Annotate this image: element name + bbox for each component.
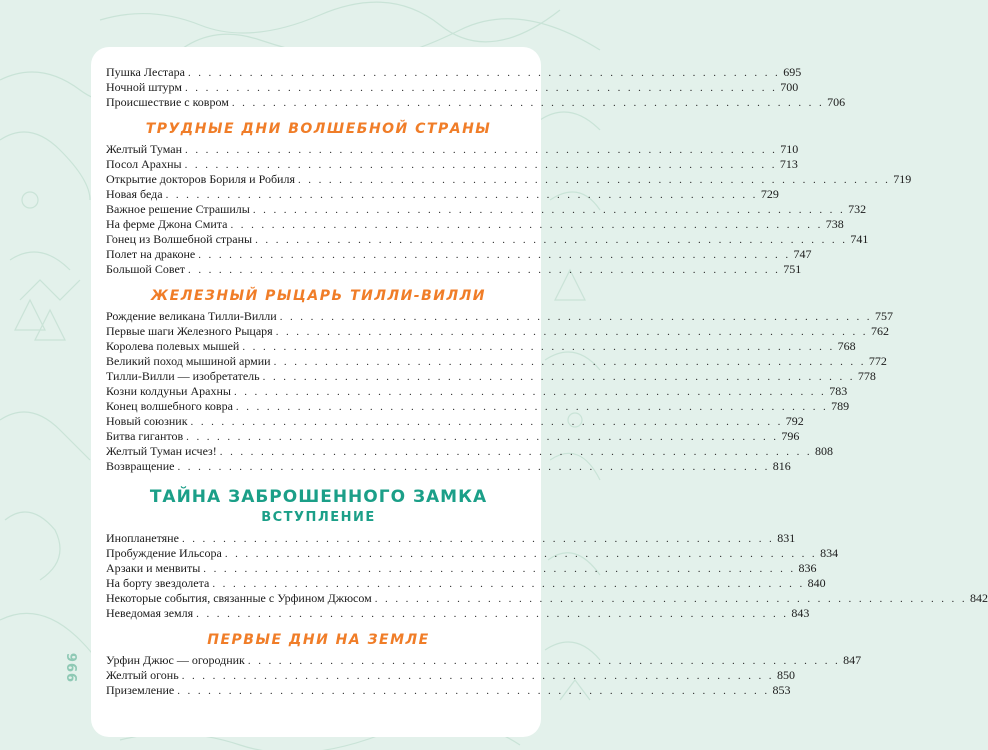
toc-entry-title: Первые шаги Железного Рыцаря [106,324,273,338]
toc-entry[interactable]: Пробуждение Ильсора . . . . . . . . . . . . . . . . . . . . . . . . . . . . . . . . . . . . . . . . . . . . . . . . . . . . . . . . . . 834 [106,546,839,560]
part-subtitle: ВСТУПЛЕНИЕ [261,510,376,525]
toc-entry[interactable]: Конец волшебного ковра . . . . . . . . . . . . . . . . . . . . . . . . . . . . . . . . . . . . . . . . . . . . . . . . . . . . . . . . . . 789 [106,399,850,413]
toc-entry-page: 840 [807,576,826,590]
toc-entry-page: 850 [776,668,795,682]
toc-entry-page: 847 [843,653,862,667]
section-title: ПЕРВЫЕ ДНИ НА ЗЕМЛЕ [207,632,430,648]
toc-entry-page: 713 [779,157,798,171]
toc-entry[interactable]: Королева полевых мышей . . . . . . . . . . . . . . . . . . . . . . . . . . . . . . . . . . . . . . . . . . . . . . . . . . . . . . . . . . 768 [106,339,856,353]
toc-entry-title: Новый союзник [106,414,188,428]
toc-entry-title: Желтый Туман [106,142,183,156]
toc-entry-title: Возвращение [106,459,175,473]
section-entries [106,653,862,698]
toc-entry[interactable]: Гонец из Волшебной страны . . . . . . . . . . . . . . . . . . . . . . . . . . . . . . . . . . . . . . . . . . . . . . . . . . . . . . . . . . 741 [106,232,869,246]
toc-entry-page: 853 [772,683,791,697]
toc-entry-page: 831 [777,531,796,545]
toc-entry[interactable]: Большой Совет . . . . . . . . . . . . . . . . . . . . . . . . . . . . . . . . . . . . . . . . . . . . . . . . . . . . . . . . . . 751 [106,262,802,276]
toc-entry-title: Тилли-Вилли — изобретатель [106,369,260,383]
toc-entry-page: 843 [791,606,810,620]
toc-entry-title: Неведомая земля [106,606,194,620]
toc-entry[interactable]: Первые шаги Железного Рыцаря . . . . . . . . . . . . . . . . . . . . . . . . . . . . . . . . . . . . . . . . . . . . . . . . . . . . . . . . . . 762 [106,324,889,338]
toc-entry-page: 757 [874,309,893,323]
toc-entry-title: Полет на драконе [106,247,196,261]
toc-entry-title: Большой Совет [106,262,186,276]
toc-entry-page: 719 [893,172,912,186]
section-title: ТРУДНЫЕ ДНИ ВОЛШЕБНОЙ СТРАНЫ [145,121,492,137]
toc-entry-page: 834 [820,546,839,560]
toc-entry-title: Рождение великана Тилли-Вилли [106,309,277,323]
toc-entry-title: На борту звездолета [106,576,210,590]
toc-entry[interactable]: Желтый Туман . . . . . . . . . . . . . . . . . . . . . . . . . . . . . . . . . . . . . . . . . . . . . . . . . . . . . . . . . . 710 [106,142,799,156]
toc-entry[interactable]: На борту звездолета . . . . . . . . . . . . . . . . . . . . . . . . . . . . . . . . . . . . . . . . . . . . . . . . . . . . . . . . . . 840 [106,576,826,590]
toc-entry-page: 783 [829,384,848,398]
toc-entry[interactable]: Неведомая земля . . . . . . . . . . . . . . . . . . . . . . . . . . . . . . . . . . . . . . . . . . . . . . . . . . . . . . . . . . 843 [106,606,810,620]
section-entries [106,142,912,277]
toc-entry-page: 732 [848,202,867,216]
section-entries [106,531,988,621]
toc-entry-page: 772 [868,354,887,368]
toc-entry-title: Арзаки и менвиты [106,561,201,575]
toc-entry-title: Королева полевых мышей [106,339,240,353]
toc-entry[interactable]: Арзаки и менвиты . . . . . . . . . . . . . . . . . . . . . . . . . . . . . . . . . . . . . . . . . . . . . . . . . . . . . . . . . . 836 [106,561,817,575]
section-entries [106,309,893,474]
toc-entry-page: 768 [837,339,856,353]
table-of-contents-panel [91,47,988,737]
toc-entry-page: 842 [970,591,988,605]
toc-entry-page: 792 [785,414,804,428]
toc-entry[interactable]: Важное решение Страшилы . . . . . . . . . . . . . . . . . . . . . . . . . . . . . . . . . . . . . . . . . . . . . . . . . . . . . . . . . . 732 [106,202,867,216]
toc-entry-title: Гонец из Волшебной страны [106,232,253,246]
toc-entry-title: Происшествие с ковром [106,95,229,109]
toc-entry-page: 738 [825,217,844,231]
toc-entry-page: 706 [827,95,846,109]
toc-entry[interactable]: Великий поход мышиной армии . . . . . . . . . . . . . . . . . . . . . . . . . . . . . . . . . . . . . . . . . . . . . . . . . . . . . . . . . . 772 [106,354,887,368]
section-title: ЖЕЛЕЗНЫЙ РЫЦАРЬ ТИЛЛИ-ВИЛЛИ [151,288,486,304]
intro-entries [106,65,846,110]
toc-entry[interactable]: Происшествие с ковром . . . . . . . . . . . . . . . . . . . . . . . . . . . . . . . . . . . . . . . . . . . . . . . . . . . . . . . . . . 706 [106,95,846,109]
toc-entry-page: 700 [780,80,799,94]
toc-entry-title: Конец волшебного ковра [106,399,233,413]
toc-entry-title: Открытие докторов Бориля и Робиля [106,172,295,186]
toc-entry-title: Козни колдуньи Арахны [106,384,231,398]
toc-entry[interactable]: Посол Арахны . . . . . . . . . . . . . . . . . . . . . . . . . . . . . . . . . . . . . . . . . . . . . . . . . . . . . . . . . . 713 [106,157,798,171]
toc-entry[interactable]: Некоторые события, связанные с Урфином Джюсом . . . . . . . . . . . . . . . . . . . . . . . . . . . . . . . . . . . . . . . . . . . . . . . . . . . . . . . . . . 842 [106,591,988,605]
toc-entry-title: На ферме Джона Смита [106,217,228,231]
toc-entry-page: 747 [793,247,812,261]
toc-entry[interactable]: Новый союзник . . . . . . . . . . . . . . . . . . . . . . . . . . . . . . . . . . . . . . . . . . . . . . . . . . . . . . . . . . 792 [106,414,804,428]
toc-entry[interactable]: Желтый Туман исчез! . . . . . . . . . . . . . . . . . . . . . . . . . . . . . . . . . . . . . . . . . . . . . . . . . . . . . . . . . . 808 [106,444,834,458]
toc-entry[interactable]: Открытие докторов Бориля и Робиля . . . . . . . . . . . . . . . . . . . . . . . . . . . . . . . . . . . . . . . . . . . . . . . . . . . . . . . . . . 719 [106,172,912,186]
toc-entry-page: 836 [798,561,817,575]
toc-entry-page: 695 [783,65,802,79]
toc-entry-page: 710 [780,142,799,156]
toc-entry-title: Некоторые события, связанные с Урфином Джюсом [106,591,372,605]
toc-entry-page: 778 [857,369,876,383]
toc-entry[interactable]: Пушка Лестара . . . . . . . . . . . . . . . . . . . . . . . . . . . . . . . . . . . . . . . . . . . . . . . . . . . . . . . . . . 695 [106,65,802,79]
toc-entry-title: Желтый огонь [106,668,179,682]
toc-entry-page: 729 [760,187,779,201]
page-number: 996 [66,651,81,682]
toc-entry-page: 741 [850,232,869,246]
toc-entry-page: 816 [772,459,791,473]
toc-entry-title: Пробуждение Ильсора [106,546,222,560]
toc-entry[interactable]: Рождение великана Тилли-Вилли . . . . . . . . . . . . . . . . . . . . . . . . . . . . . . . . . . . . . . . . . . . . . . . . . . . . . . . . . . 757 [106,309,893,323]
toc-entry-title: Урфин Джюс — огородник [106,653,245,667]
toc-entry[interactable]: Козни колдуньи Арахны . . . . . . . . . . . . . . . . . . . . . . . . . . . . . . . . . . . . . . . . . . . . . . . . . . . . . . . . . . 783 [106,384,848,398]
toc-entry-title: Приземление [106,683,175,697]
toc-entry[interactable]: Полет на драконе . . . . . . . . . . . . . . . . . . . . . . . . . . . . . . . . . . . . . . . . . . . . . . . . . . . . . . . . . . 747 [106,247,812,261]
toc-entry-title: Битва гигантов [106,429,184,443]
toc-entry-title: Великий поход мышиной армии [106,354,271,368]
toc-entry[interactable]: Битва гигантов . . . . . . . . . . . . . . . . . . . . . . . . . . . . . . . . . . . . . . . . . . . . . . . . . . . . . . . . . . 796 [106,429,800,443]
toc-entry[interactable]: На ферме Джона Смита . . . . . . . . . . . . . . . . . . . . . . . . . . . . . . . . . . . . . . . . . . . . . . . . . . . . . . . . . . 738 [106,217,844,231]
part-title: ТАЙНА ЗАБРОШЕННОГО ЗАМКА [149,487,488,507]
toc-entry-page: 789 [831,399,850,413]
toc-entry-title: Посол Арахны [106,157,182,171]
toc-entry-page: 762 [870,324,889,338]
toc-entry-page: 751 [783,262,802,276]
toc-entry[interactable]: Новая беда . . . . . . . . . . . . . . . . . . . . . . . . . . . . . . . . . . . . . . . . . . . . . . . . . . . . . . . . . . 729 [106,187,779,201]
toc-entry[interactable]: Приземление . . . . . . . . . . . . . . . . . . . . . . . . . . . . . . . . . . . . . . . . . . . . . . . . . . . . . . . . . . 853 [106,683,791,697]
toc-entry-page: 808 [815,444,834,458]
toc-entry-title: Важное решение Страшилы [106,202,250,216]
toc-entry-page: 796 [781,429,800,443]
toc-entry-title: Желтый Туман исчез! [106,444,217,458]
toc-entry[interactable]: Желтый огонь . . . . . . . . . . . . . . . . . . . . . . . . . . . . . . . . . . . . . . . . . . . . . . . . . . . . . . . . . . 850 [106,668,795,682]
toc-entry-title: Инопланетяне [106,531,179,545]
toc-entry-title: Пушка Лестара [106,65,185,79]
toc-entry-title: Ночной штурм [106,80,182,94]
toc-entry[interactable]: Ночной штурм . . . . . . . . . . . . . . . . . . . . . . . . . . . . . . . . . . . . . . . . . . . . . . . . . . . . . . . . . . 700 [106,80,799,94]
toc-entry[interactable]: Возвращение . . . . . . . . . . . . . . . . . . . . . . . . . . . . . . . . . . . . . . . . . . . . . . . . . . . . . . . . . . 816 [106,459,791,473]
toc-entry[interactable]: Урфин Джюс — огородник . . . . . . . . . . . . . . . . . . . . . . . . . . . . . . . . . . . . . . . . . . . . . . . . . . . . . . . . . . 847 [106,653,862,667]
toc-entry[interactable]: Инопланетяне . . . . . . . . . . . . . . . . . . . . . . . . . . . . . . . . . . . . . . . . . . . . . . . . . . . . . . . . . . 831 [106,531,796,545]
toc-entry[interactable]: Тилли-Вилли — изобретатель . . . . . . . . . . . . . . . . . . . . . . . . . . . . . . . . . . . . . . . . . . . . . . . . . . . . . . . . . . 778 [106,369,876,383]
toc-entry-title: Новая беда [106,187,163,201]
